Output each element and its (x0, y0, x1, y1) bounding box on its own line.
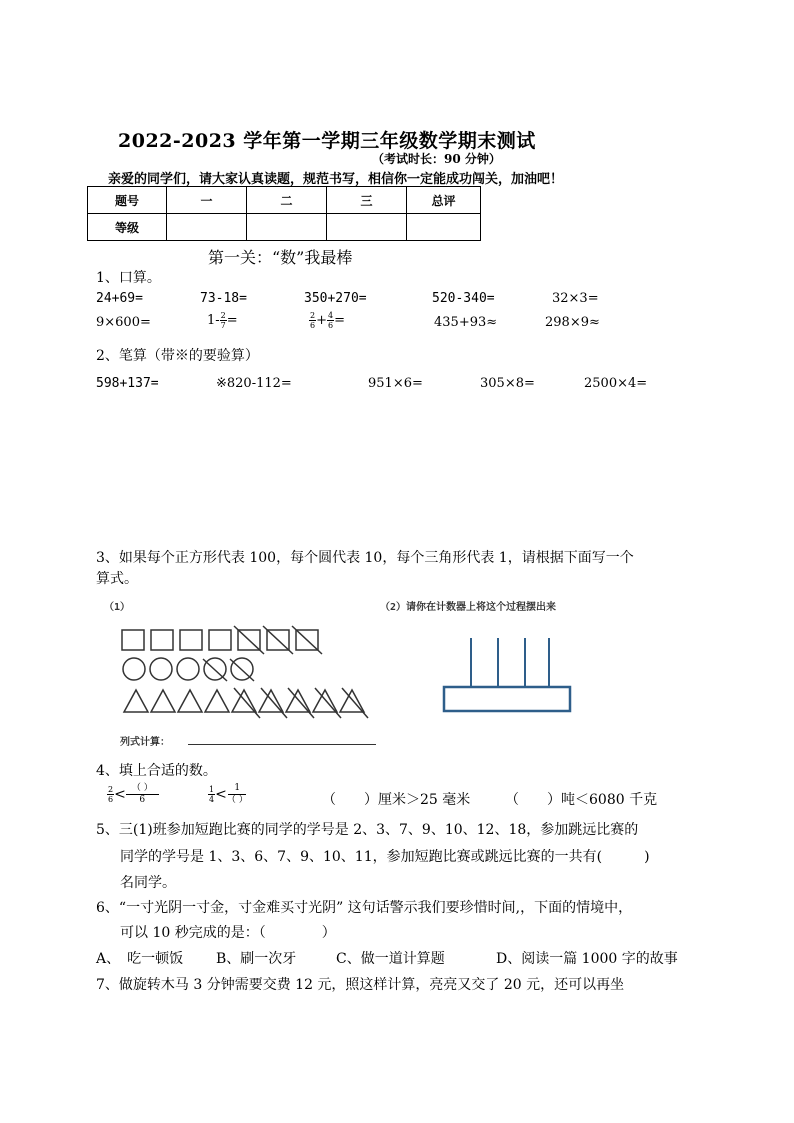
q6-option-c[interactable]: C、做一道计算题 (336, 951, 445, 967)
score-cell-total: 总评 (407, 187, 481, 214)
q1-item: 520-340= (432, 291, 495, 306)
q1-item: 9×600= (96, 315, 151, 330)
grade-cell-total[interactable] (407, 214, 481, 241)
fraction-denominator: 6 (139, 795, 146, 805)
q2-label: 2、笔算（带※的要验算） (96, 348, 259, 364)
q1-item: 32×3= (552, 291, 599, 306)
abacus-counter[interactable] (440, 634, 576, 716)
score-cell-part2: 二 (247, 187, 327, 214)
fraction-denominator: 6 (108, 795, 114, 804)
score-table-grade-row (88, 214, 481, 241)
fraction-numerator: 2 (310, 311, 316, 320)
fraction (220, 311, 227, 330)
square-shape (209, 630, 231, 650)
grade-cell-part1[interactable] (167, 214, 247, 241)
q6-option-b[interactable]: B、刷一次牙 (216, 951, 297, 967)
square-shape (122, 630, 144, 650)
q1-item: 350+270= (304, 291, 367, 306)
fraction-numerator: 2 (108, 785, 114, 794)
fraction-denominator: 6 (328, 321, 334, 330)
fraction-numerator: 1 (228, 783, 246, 795)
circle-shape (150, 658, 172, 680)
score-cell-part1: 一 (167, 187, 247, 214)
calc-answer-line[interactable] (188, 744, 376, 745)
fraction-blank[interactable] (126, 783, 159, 806)
q2-item: ※820-112= (216, 376, 292, 391)
fraction-numerator: 1 (209, 785, 215, 794)
q1-label: 1、口算。 (96, 270, 161, 286)
q2-item: 2500×4= (584, 376, 648, 391)
fraction-denominator: 7 (220, 321, 226, 330)
score-table-header-row (88, 187, 481, 214)
fraction-denominator: 6 (310, 321, 316, 330)
triangle-shape (124, 690, 148, 712)
fraction-blank[interactable] (227, 783, 248, 806)
q2-item: 305×8= (480, 376, 535, 391)
q7-text: 7、做旋转木马 3 分钟需要交费 12 元，照这样计算，亮亮又交了 20 元，还可以再坐 (96, 977, 625, 993)
less-than-sign: < (114, 786, 126, 803)
grade-cell-part2[interactable] (247, 214, 327, 241)
fraction-denominator: 4 (209, 795, 215, 804)
fraction-numerator: 4 (328, 311, 334, 320)
q1-item: 298×9≈ (545, 315, 600, 330)
q3-text: 3、如果每个正方形代表 100，每个圆代表 10，每个三角形代表 1，请根据下面写一个 (96, 550, 634, 566)
fraction-numerator-blank[interactable]: （ ） (126, 783, 159, 795)
grade-cell-part3[interactable] (327, 214, 407, 241)
q6-option-d[interactable]: D、阅读一篇 1000 字的故事 (496, 951, 678, 967)
calc-label: 列式计算： (120, 737, 170, 748)
equals-sign: = (226, 313, 238, 328)
q1-fraction-item (309, 311, 345, 330)
q6-text: 6、“一寸光阴一寸金，寸金难买寸光阴” 这句话警示我们要珍惜时间,，下面的情境中， (96, 900, 633, 916)
q3-figure2-label: （2）请你在计数器上将这个过程摆出来 (380, 602, 557, 613)
q1-item: 24+69= (96, 291, 143, 306)
q5-text: 同学的学号是 1、3、6、7、9、10、11，参加短跑比赛或跳远比赛的一共有( ) (120, 849, 650, 865)
q1-fraction-item (207, 311, 238, 330)
q1-item: 73-18= (200, 291, 247, 306)
square-shape (151, 630, 173, 650)
q5-text: 名同学。 (120, 875, 176, 891)
q4-item-length[interactable]: （ ）厘米＞25 毫米 (322, 792, 471, 808)
score-table (87, 186, 481, 241)
circle-shape (123, 658, 145, 680)
score-cell-label: 题号 (88, 187, 167, 214)
square-shape (180, 630, 202, 650)
q3-shapes-figure (110, 618, 380, 724)
q6-option-a[interactable]: A、 吃一顿饭 (96, 951, 184, 967)
q4-compare-2 (208, 783, 248, 806)
circle-shape (177, 658, 199, 680)
greeting-text: 亲爱的同学们，请大家认真读题，规范书写，相信你一定能成功闯关，加油吧！ (108, 172, 564, 187)
triangle-shape (178, 690, 202, 712)
score-cell-part3: 三 (327, 187, 407, 214)
q1-item: 435+93≈ (434, 315, 498, 330)
equals-sign: = (334, 313, 345, 328)
exam-title: 2022-2023 学年第一学期三年级数学期末测试 (118, 130, 536, 152)
triangle-shape (205, 690, 229, 712)
q4-label: 4、填上合适的数。 (96, 763, 217, 779)
counter-base (444, 687, 570, 711)
grade-cell-label: 等级 (88, 214, 167, 241)
section1-heading: 第一关：“数”我最棒 (208, 248, 353, 267)
q2-item: 951×6= (368, 376, 423, 391)
q6-text: 可以 10 秒完成的是：（ ） (120, 925, 336, 941)
q4-compare-1 (107, 783, 159, 806)
q2-item: 598+137= (96, 376, 159, 391)
fraction-numerator: 2 (220, 311, 226, 320)
triangle-shape (151, 690, 175, 712)
q5-text: 5、三(1)班参加短跑比赛的同学的学号是 2、3、7、9、10、12、18，参加跳远比赛的 (96, 822, 639, 838)
fraction-denominator-blank[interactable]: （ ） (226, 795, 248, 805)
q3-figure1-label: （1） (104, 602, 131, 613)
q4-item-weight[interactable]: （ ）吨＜6080 千克 (505, 792, 658, 808)
less-than-sign: < (215, 786, 227, 803)
q1-whole: 1- (207, 313, 220, 328)
exam-duration: （考试时长：90 分钟） (372, 152, 501, 166)
q3-text: 算式。 (96, 571, 138, 587)
plus-sign: + (316, 313, 327, 328)
